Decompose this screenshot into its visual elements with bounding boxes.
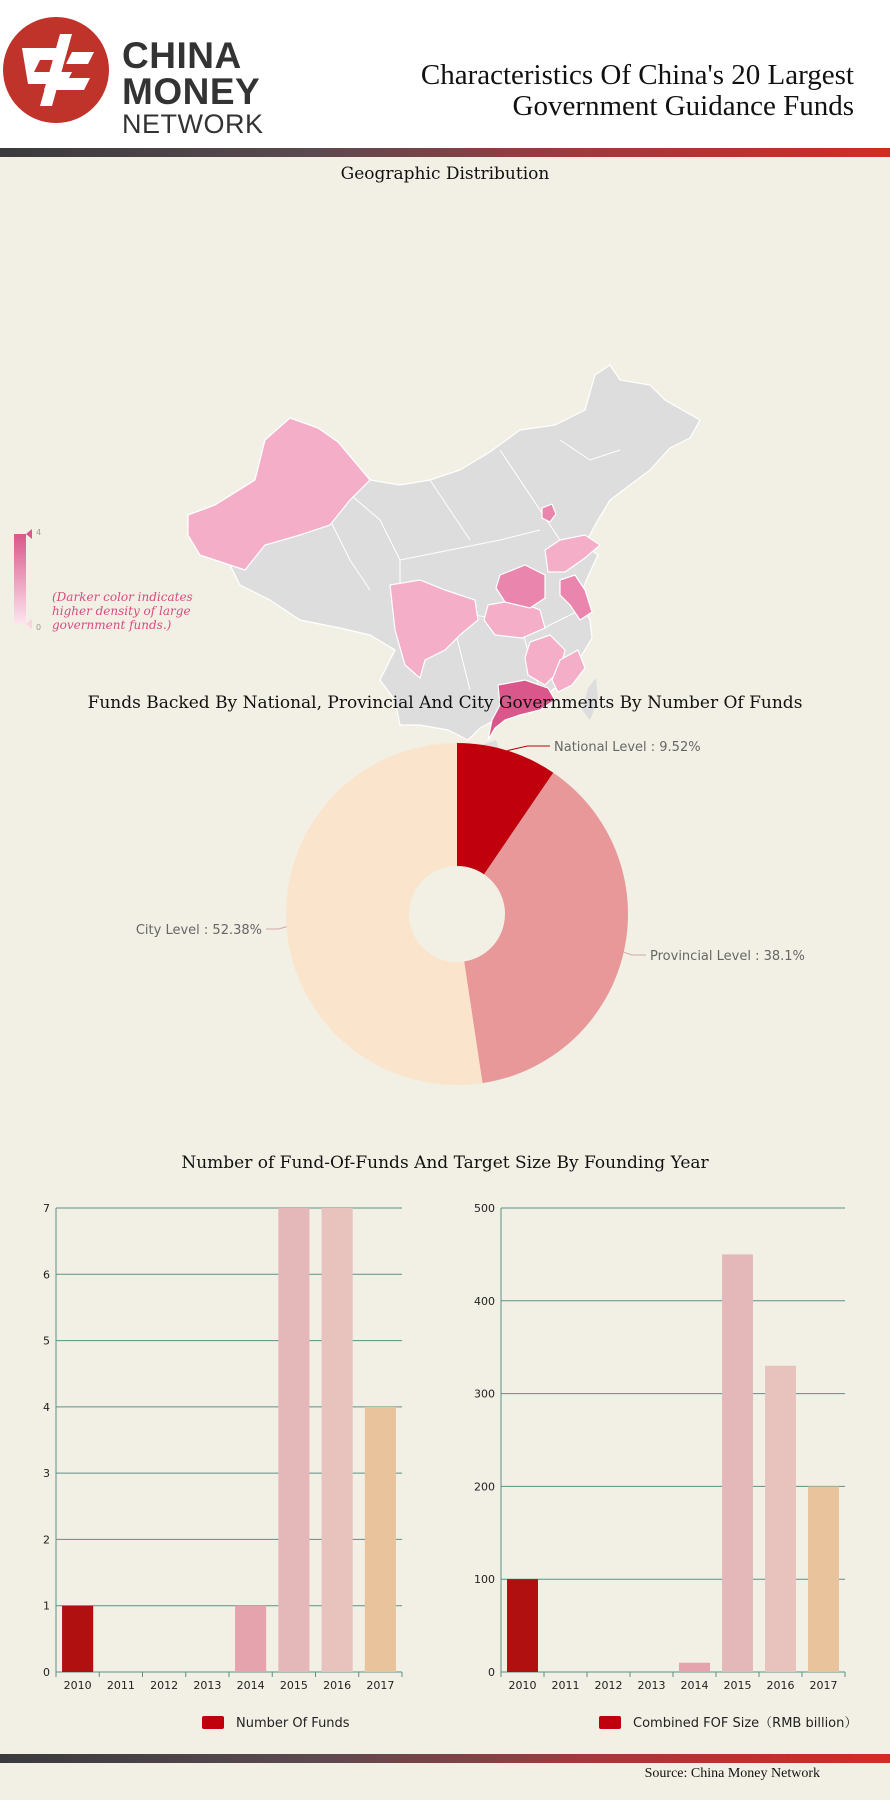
header-divider: [0, 148, 890, 157]
x-tick-label: 2015: [723, 1679, 752, 1692]
bar-2015: [722, 1254, 753, 1672]
x-tick-label: 2013: [193, 1679, 222, 1692]
bar-2014: [679, 1663, 710, 1672]
scale-max-label: 4: [36, 528, 42, 537]
bar-chart-fof-size: [445, 1190, 890, 1750]
logo-line-3: NETWORK: [122, 109, 264, 139]
pie-leader-line-0: [507, 746, 550, 751]
y-tick-label: 100: [474, 1573, 495, 1587]
y-tick-label: 3: [43, 1467, 50, 1481]
y-tick-label: 1: [43, 1599, 50, 1613]
y-tick-label: 400: [474, 1294, 495, 1308]
bar-chart-number-of-funds: [0, 1190, 445, 1750]
pie-leader-line-2: [266, 927, 286, 929]
pie-label-2: City Level : 52.38%: [135, 923, 262, 938]
pie-chart-title: Funds Backed By National, Provincial And City Governments By Number Of Funds: [87, 693, 803, 713]
logo: [0, 14, 264, 139]
legend-swatch: [599, 1716, 621, 1729]
page-title: [421, 60, 854, 122]
y-tick-label: 5: [43, 1334, 50, 1348]
bar-2017: [808, 1486, 839, 1672]
bar-2017: [365, 1407, 396, 1672]
legend-label: Combined FOF Size（RMB billion）: [633, 1716, 858, 1731]
x-tick-label: 2013: [637, 1679, 666, 1692]
bar-2010: [62, 1606, 93, 1672]
bar-2015: [278, 1208, 309, 1672]
logo-line-1: CHINA: [122, 35, 242, 76]
map-title: Geographic Distribution: [340, 164, 550, 184]
bar-2016: [765, 1366, 796, 1672]
x-tick-label: 2010: [63, 1679, 92, 1692]
y-tick-label: 200: [474, 1480, 495, 1494]
pie-slice-2: [286, 743, 482, 1085]
x-tick-label: 2014: [236, 1679, 265, 1692]
map-density-note: (Darker color indicates higher density of large government funds.): [52, 590, 193, 632]
x-tick-label: 2011: [106, 1679, 135, 1692]
logo-wordmark: [122, 35, 272, 139]
map-base-region: [188, 365, 700, 740]
pie-label-0: National Level : 9.52%: [554, 740, 701, 755]
pie-chart: [0, 724, 890, 1104]
pie-label-1: Provincial Level : 38.1%: [650, 949, 805, 964]
x-tick-label: 2015: [279, 1679, 308, 1692]
legend-swatch: [202, 1716, 224, 1729]
scale-max-marker-icon: [26, 529, 32, 539]
x-tick-label: 2011: [551, 1679, 580, 1692]
y-tick-label: 2: [43, 1533, 50, 1547]
y-tick-label: 6: [43, 1268, 50, 1282]
pie-leader-line-1: [624, 952, 646, 955]
scale-min-marker-icon: [26, 619, 32, 629]
page-title-line-2: Government Guidance Funds: [512, 90, 854, 122]
x-tick-label: 2014: [680, 1679, 709, 1692]
x-tick-label: 2016: [766, 1679, 795, 1692]
scale-min-label: 0: [36, 623, 42, 632]
color-scale-bar: [14, 534, 26, 624]
x-tick-label: 2012: [150, 1679, 179, 1692]
legend-label: Number Of Funds: [236, 1716, 350, 1731]
x-tick-label: 2017: [366, 1679, 395, 1692]
source-note: Source: China Money Network: [644, 1766, 820, 1781]
page-title-line-1: Characteristics Of China's 20 Largest: [420, 59, 854, 91]
header: [0, 0, 890, 148]
y-tick-label: 500: [474, 1202, 495, 1215]
y-tick-label: 300: [474, 1387, 495, 1401]
bar-2016: [322, 1208, 353, 1672]
y-tick-label: 0: [488, 1666, 495, 1679]
x-tick-label: 2012: [594, 1679, 623, 1692]
bar-chart-title: Number of Fund-Of-Funds And Target Size By Founding Year: [181, 1153, 709, 1173]
logo-line-2: MONEY: [122, 71, 261, 112]
bar-2010: [507, 1579, 538, 1672]
x-tick-label: 2017: [809, 1679, 838, 1692]
logo-emblem-icon: [0, 14, 112, 126]
x-tick-label: 2010: [508, 1679, 537, 1692]
bar-2014: [235, 1606, 266, 1672]
y-tick-label: 7: [43, 1202, 50, 1215]
map-color-scale: [14, 528, 41, 632]
x-tick-label: 2016: [323, 1679, 352, 1692]
y-tick-label: 0: [43, 1666, 50, 1679]
footer-divider: [0, 1754, 890, 1763]
y-tick-label: 4: [43, 1400, 50, 1414]
